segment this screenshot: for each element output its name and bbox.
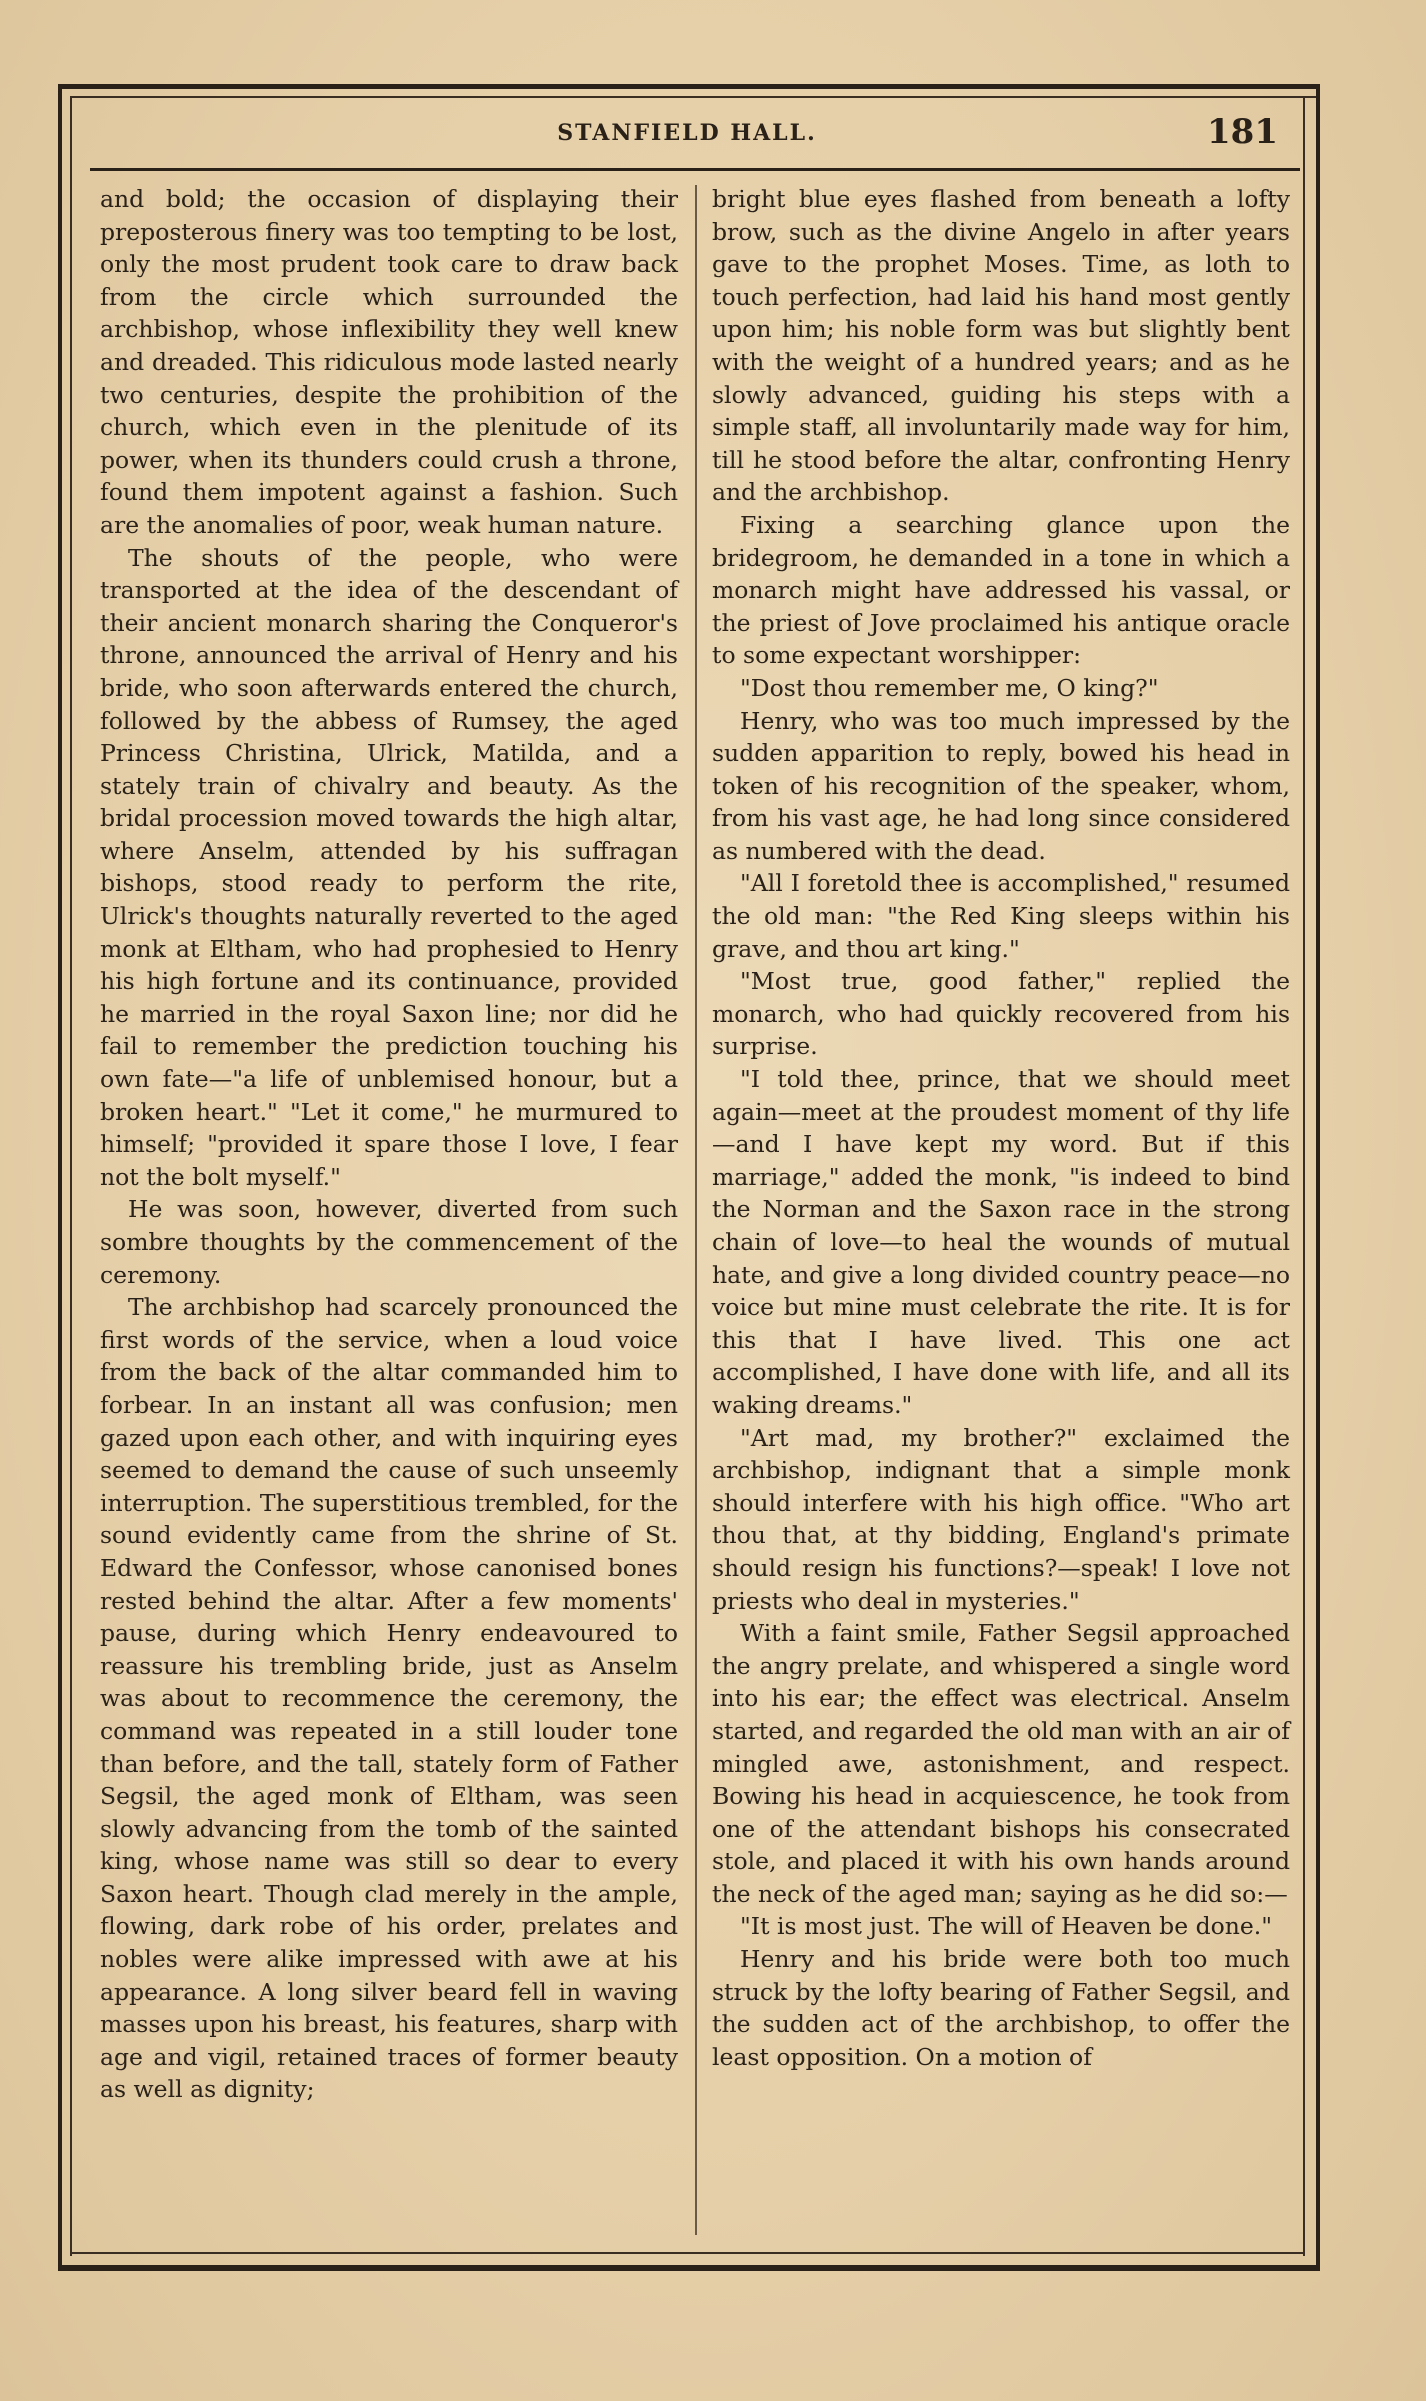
paragraph: With a faint smile, Father Segsil approached the angry prelate, and whispered a single word into his ear; the effect was electrical. Anselm started, and regarded the old man with an air of mingled awe, astonishment, and respect. Bowing his head in acquiescence, he took from one of the attendant bishops his consecrated stole, and placed it with his own hands around the neck of the aged man; saying as he did so:— [712, 1619, 1290, 1908]
top-border-rule [58, 84, 1320, 89]
paragraph: "All I foretold thee is accomplished," resumed the old man: "the Red King sleeps within his grave, and thou art king." [712, 869, 1290, 963]
running-title: STANFIELD HALL. [557, 120, 817, 146]
paragraph: Fixing a searching glance upon the bridegroom, he demanded in a tone in which a monarch might have addressed his vassal, or the priest of Jove proclaimed his antique oracle to some expectant worshipper: [712, 510, 1290, 670]
top-inner-rule [70, 96, 1320, 98]
header-rule [90, 168, 1300, 171]
left-border-rule [58, 84, 62, 2269]
paragraph: "It is most just. The will of Heaven be done." [740, 1912, 1273, 1941]
right-border-rule [1316, 84, 1320, 2269]
left-inner-rule [70, 96, 72, 2256]
paragraph: "Most true, good father," replied the monarch, who had quickly recovered from his surprise. [712, 967, 1290, 1061]
paragraph: Henry and his bride were both too much struck by the lofty bearing of Father Segsil, and the sudden act of the archbishop, to offer the least opposition. On a motion of [712, 1945, 1290, 2071]
right-inner-rule [1303, 96, 1305, 2256]
paragraph: bright blue eyes flashed from beneath a lofty brow, such as the divine Angelo in after years gave to the prophet Moses. Time, as loth to touch perfection, had laid his hand most gently upon him; his noble form was but slightly bent with the weight of a hundred years; and as he slowly advanced, guiding his steps with a simple staff, all involuntarily made way for him, till he stood before the altar, confronting Henry and the archbishop. [712, 185, 1290, 507]
page-number: 181 [1207, 112, 1278, 152]
paragraph: "Art mad, my brother?" exclaimed the archbishop, indignant that a simple monk should interfere with his high office. "Who art thou that, at thy bidding, England's primate should resign his functions?—speak! I love not priests who deal in mysteries." [712, 1423, 1290, 1615]
paragraph: Henry, who was too much impressed by the sudden apparition to reply, bowed his head in token of his recognition of the speaker, whom, from his vast age, he had long since considered as numbered with the dead. [712, 706, 1290, 865]
column-divider [695, 185, 697, 2235]
paragraph: "Dost thou remember me, O king?" [740, 673, 1159, 702]
paragraph: and bold; the occasion of displaying their preposterous finery was too tempting to be lost, only the most prudent took care to draw back from the circle which surrounded the archbishop, whose inflexibility they well knew and dreaded. This ridiculous mode lasted nearly two centuries, despite the prohibition of the church, which even in the plenitude of its power, when its thunders could crush a throne, found them impotent against a fashion. Such are the anomalies of poor, weak human nature. [100, 185, 678, 539]
left-column [100, 183, 678, 2106]
bottom-inner-rule [70, 2252, 1305, 2254]
right-column [712, 183, 1290, 2073]
paragraph: "I told thee, prince, that we should meet again—meet at the proudest moment of thy life—and I have kept my word. But if this marriage," added the monk, "is indeed to bind the Norman and the Saxon race in the strong chain of love—to heal the wounds of mutual hate, and give a long divided country peace—no voice but mine must celebrate the rite. It is for this that I have lived. This one act accomplished, I have done with life, and all its waking dreams." [712, 1065, 1290, 1419]
bottom-border-rule [58, 2265, 1320, 2271]
paragraph: The shouts of the people, who were transported at the idea of the descendant of their ancient monarch sharing the Conqueror's throne, announced the arrival of Henry and his bride, who soon afterwards entered the church, followed by the abbess of Rumsey, the aged Princess Christina, Ulrick, Matilda, and a stately train of chivalry and beauty. As the bridal procession moved towards the high altar, where Anselm, attended by his suffragan bishops, stood ready to perform the rite, Ulrick's thoughts naturally reverted to the aged monk at Eltham, who had prophesied to Henry his high fortune and its continuance, provided he married in the royal Saxon line; nor did he fail to remember the prediction touching his own fate—"a life of unblemised honour, but a broken heart." "Let it come," he murmured to himself; "provided it spare those I love, I fear not the bolt myself." [100, 543, 678, 1191]
page-header [72, 104, 1302, 164]
paragraph: The archbishop had scarcely pronounced the first words of the service, when a loud voice from the back of the altar commanded him to forbear. In an instant all was confusion; men gazed upon each other, and with inquiring eyes seemed to demand the cause of such unseemly interruption. The superstitious trembled, for the sound evidently came from the shrine of St. Edward the Confessor, whose canonised bones rested behind the altar. After a few moments' pause, during which Henry endeavoured to reassure his trembling bride, just as Anselm was about to recommence the ceremony, the command was repeated in a still louder tone than before, and the tall, stately form of Father Segsil, the aged monk of Eltham, was seen slowly advancing from the tomb of the sainted king, whose name was still so dear to every Saxon heart. Though clad merely in the ample, flowing, dark robe of his order, prelates and nobles were alike impressed with awe at his appearance. A long silver beard fell in waving masses upon his breast, his features, sharp with age and vigil, retained traces of former beauty as well as dignity; [100, 1293, 678, 2104]
paragraph: He was soon, however, diverted from such sombre thoughts by the commencement of the ceremony. [100, 1195, 678, 1289]
